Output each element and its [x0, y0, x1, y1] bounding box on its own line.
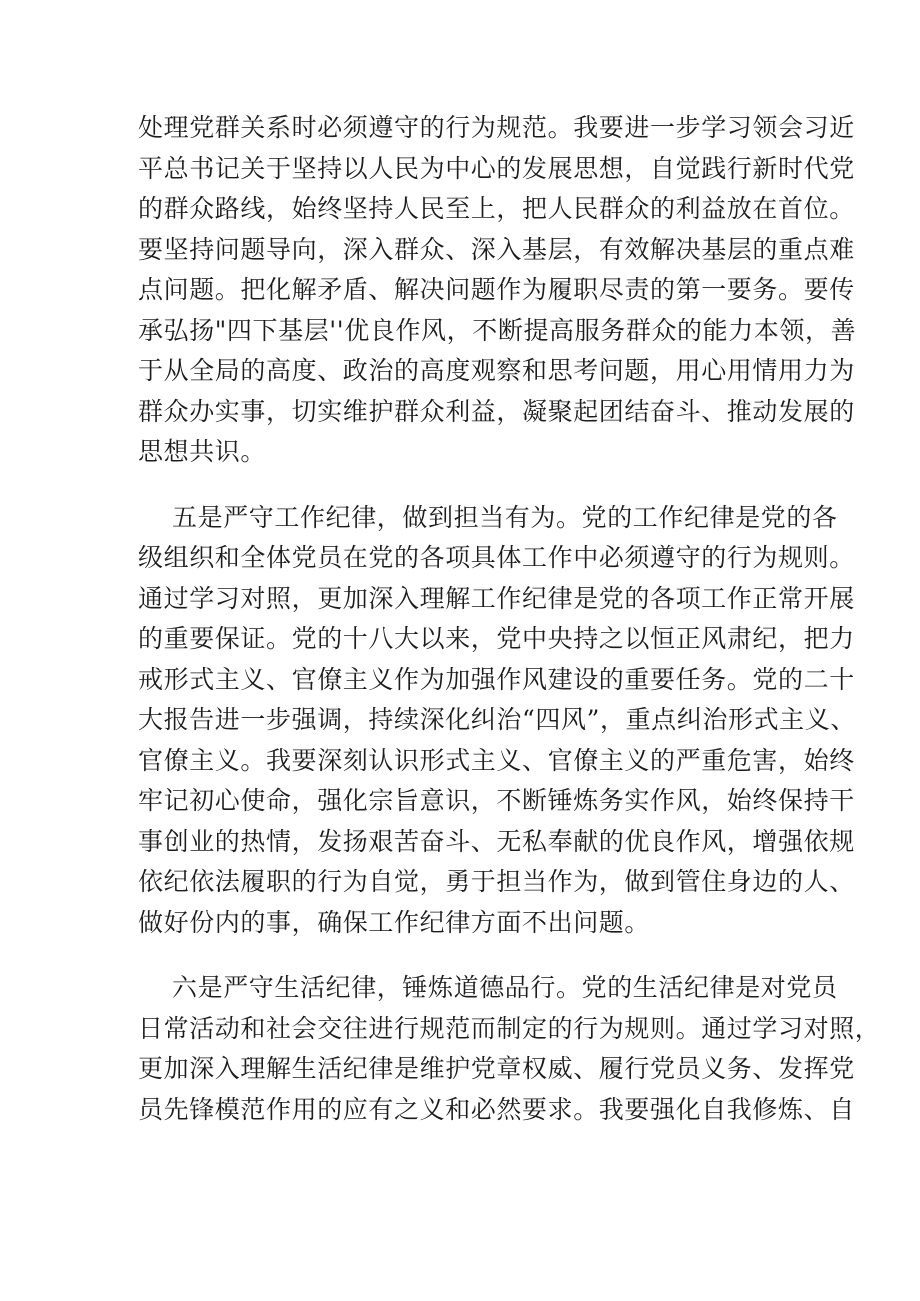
- text-line: 的群众路线，始终坚持人民至上，把人民群众的利益放在首位。: [138, 194, 855, 223]
- text-line: 群众办实事，切实维护群众利益，凝聚起团结奋斗、推动发展的: [138, 396, 855, 426]
- text-line: 更加深入理解生活纪律是维护党章权威、履行党员义务、发挥党: [138, 1054, 855, 1083]
- text-line: 级组织和全体党员在党的各项具体工作中必须遵守的行为规则。: [138, 543, 855, 572]
- text-line: 员先锋模范作用的应有之义和必然要求。我要强化自我修炼、自: [138, 1094, 855, 1124]
- text-line: 六是严守生活纪律，锤炼道德品行。党的生活纪律是对党员: [172, 973, 838, 1002]
- text-line: 日常活动和社会交往进行规范而制定的行为规则。通过学习对照，: [138, 1013, 881, 1043]
- text-line: 做好份内的事，确保工作纪律方面不出问题。: [138, 907, 651, 937]
- text-line: 平总书记关于坚持以人民为中心的发展思想，自觉践行新时代党: [138, 153, 855, 183]
- text-line: 依纪依法履职的行为自觉，勇于担当作为，做到管住身边的人、: [138, 867, 855, 896]
- text-line: 五是严守工作纪律，做到担当有为。党的工作纪律是党的各: [172, 502, 838, 532]
- text-line: 通过学习对照，更加深入理解工作纪律是党的各项工作正常开展: [138, 583, 855, 613]
- text-line: 戒形式主义、官僚主义作为加强作风建设的重要任务。党的二十: [138, 664, 855, 694]
- text-line: 点问题。把化解矛盾、解决问题作为履职尽责的第一要务。要传: [138, 275, 855, 304]
- text-line: 牢记初心使命，强化宗旨意识，不断锤炼务实作风，始终保持干: [138, 786, 855, 815]
- text-line: 承弘扬"四下基层''优良作风，不断提高服务群众的能力本领，善: [138, 315, 857, 345]
- text-line: 思想共识。: [138, 437, 267, 466]
- text-line: 大报告进一步强调，持续深化纠治“四风”，重点纠治形式主义、: [138, 705, 856, 734]
- text-line: 的重要保证。党的十八大以来，党中央持之以恒正风肃纪，把力: [138, 624, 855, 653]
- text-line: 官僚主义。我要深刻认识形式主义、官僚主义的严重危害，始终: [138, 745, 855, 775]
- paragraph-party-mass-relations: [138, 108, 857, 473]
- paragraph-life-discipline: [138, 968, 881, 1130]
- text-line: 处理党群关系时必须遵守的行为规范。我要进一步学习领会习近: [138, 113, 855, 142]
- document-body: [138, 108, 881, 1155]
- text-line: 于从全局的高度、政治的高度观察和思考问题，用心用情用力为: [138, 356, 855, 385]
- paragraph-work-discipline: [138, 498, 856, 944]
- text-line: 事创业的热情，发扬艰苦奋斗、无私奉献的优良作风，增强依规: [138, 826, 855, 856]
- text-line: 要坚持问题导向，深入群众、深入基层，有效解决基层的重点难: [138, 234, 855, 264]
